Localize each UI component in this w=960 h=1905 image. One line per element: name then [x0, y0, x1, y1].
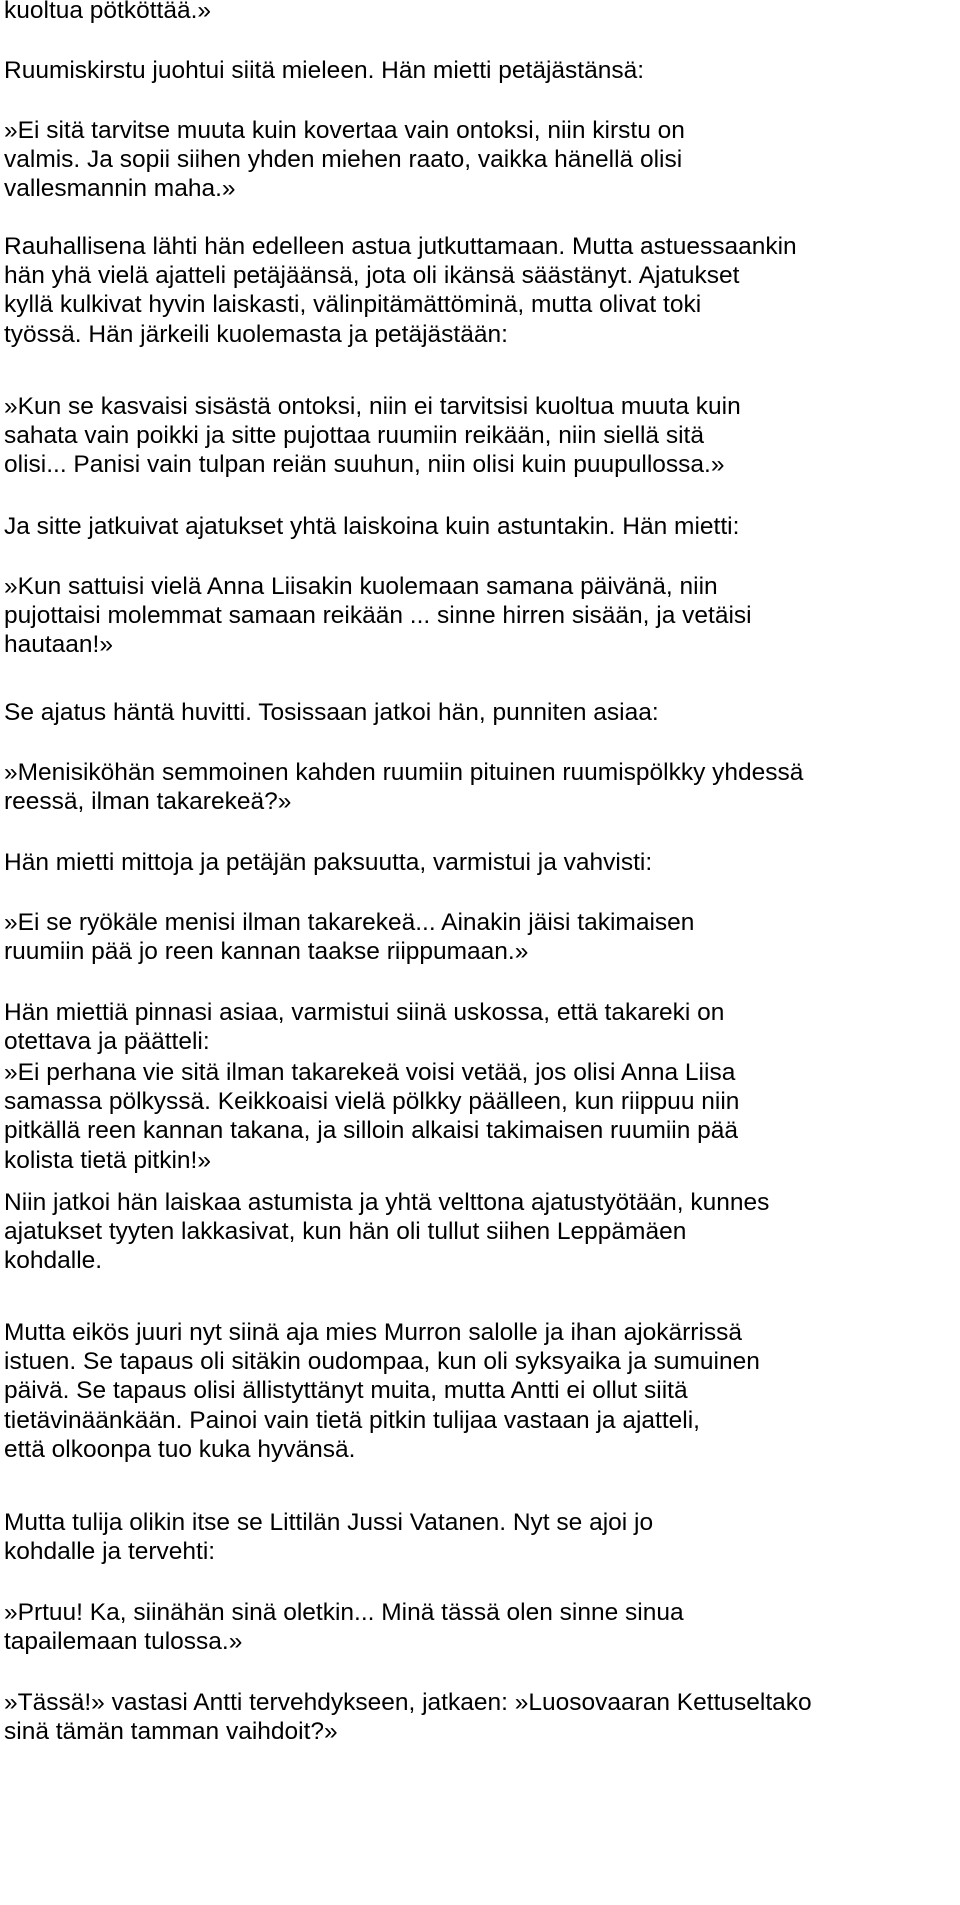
text-line: kohdalle. — [4, 1247, 103, 1275]
text-line: Mutta tulija olikin itse se Littilän Jussi Vatanen. Nyt se ajoi jo — [4, 1509, 654, 1536]
paragraph — [4, 1058, 956, 1175]
text-line: Ruumiskirstu juohtui siitä mieleen. Hän mietti petäjästänsä: — [4, 57, 645, 84]
text-line: »Kun se kasvaisi sisästä ontoksi, niin ei tarvitsisi kuoltua muuta kuin — [4, 393, 741, 420]
text-line: samassa pölkyssä. Keikkoaisi vielä pölkky päälleen, kun riippuu niin — [4, 1088, 740, 1116]
text-line: Hän miettiä pinnasi asiaa, varmistui siinä uskossa, että takareki on — [4, 999, 725, 1026]
text-line: tietävinäänkään. Painoi vain tietä pitkin tulijaa vastaan ja ajatteli, — [4, 1406, 700, 1434]
text-line: Mutta eikös juuri nyt siinä aja mies Murron salolle ja ihan ajokärrissä — [4, 1319, 743, 1346]
text-line: kuoltua pötköttää.» — [4, 0, 212, 24]
paragraph — [4, 698, 956, 727]
paragraph — [4, 998, 956, 1056]
text-line: »Ei se ryökäle menisi ilman takarekeä... Ainakin jäisi takimaisen — [4, 909, 695, 936]
text-line: kohdalle ja tervehti: — [4, 1538, 216, 1566]
paragraph — [4, 0, 956, 25]
paragraph — [4, 392, 956, 480]
text-line: kolista tietä pitkin!» — [4, 1146, 211, 1174]
text-line: »Menisiköhän semmoinen kahden ruumiin pituinen ruumispölkky yhdessä — [4, 759, 804, 786]
paragraph — [4, 1688, 956, 1746]
text-line: »Prtuu! Ka, siinähän sinä oletkin... Minä tässä olen sinne sinua — [4, 1599, 684, 1626]
text-line: sahata vain poikki ja sitte pujottaa ruumiin reikään, niin siellä sitä — [4, 422, 704, 450]
text-line: valmis. Ja sopii siihen yhden miehen raato, vaikka hänellä olisi — [4, 146, 683, 174]
paragraph — [4, 1508, 956, 1566]
text-line: Niin jatkoi hän laiskaa astumista ja yhtä velttona ajatustyötään, kunnes — [4, 1189, 770, 1216]
paragraph — [4, 116, 956, 204]
text-line: pitkällä reen kannan takana, ja silloin alkaisi takimaisen ruumiin pää — [4, 1117, 739, 1145]
paragraph — [4, 848, 956, 877]
paragraph — [4, 572, 956, 660]
text-line: »Ei sitä tarvitse muuta kuin kovertaa vain ontoksi, niin kirstu on — [4, 117, 685, 144]
text-line: olisi... Panisi vain tulpan reiän suuhun, niin olisi kuin puupullossa.» — [4, 451, 725, 479]
text-line: päivä. Se tapaus olisi ällistyttänyt muita, mutta Antti ei ollut siitä — [4, 1377, 688, 1405]
text-line: Rauhallisena lähti hän edelleen astua jutkuttamaan. Mutta astuessaankin — [4, 233, 797, 260]
paragraph — [4, 908, 956, 966]
text-line: ruumiin pää jo reen kannan taakse riippumaan.» — [4, 938, 529, 966]
text-line: vallesmannin maha.» — [4, 175, 236, 203]
text-line: otettava ja päätteli: — [4, 1028, 210, 1056]
paragraph — [4, 1598, 956, 1656]
paragraph — [4, 1318, 956, 1464]
text-line: sinä tämän tamman vaihdoit?» — [4, 1718, 338, 1746]
text-line: kyllä kulkivat hyvin laiskasti, välinpitämättöminä, mutta olivat toki — [4, 291, 702, 319]
paragraph — [4, 56, 956, 85]
paragraph — [4, 758, 956, 816]
paragraph — [4, 512, 956, 541]
text-line: että olkoonpa tuo kuka hyvänsä. — [4, 1435, 356, 1463]
text-line: hän yhä vielä ajatteli petäjäänsä, jota oli ikänsä säästänyt. Ajatukset — [4, 262, 740, 290]
text-line: reessä, ilman takarekeä?» — [4, 788, 292, 816]
text-line: Ja sitte jatkuivat ajatukset yhtä laiskoina kuin astuntakin. Hän mietti: — [4, 513, 740, 540]
text-line: pujottaisi molemmat samaan reikään ... sinne hirren sisään, ja vetäisi — [4, 602, 752, 630]
text-line: istuen. Se tapaus oli sitäkin oudompaa, kun oli syksyaika ja sumuinen — [4, 1348, 760, 1376]
paragraph — [4, 232, 956, 349]
text-line: ajatukset tyyten lakkasivat, kun hän oli tullut siihen Leppämäen — [4, 1218, 687, 1246]
text-line: »Kun sattuisi vielä Anna Liisakin kuolemaan samana päivänä, niin — [4, 573, 718, 600]
paragraph — [4, 1188, 956, 1276]
text-line: hautaan!» — [4, 631, 113, 659]
text-line: »Tässä!» vastasi Antti tervehdykseen, jatkaen: »Luosovaaran Kettuseltako — [4, 1689, 812, 1716]
text-line: tapailemaan tulossa.» — [4, 1628, 243, 1656]
text-line: Hän mietti mittoja ja petäjän paksuutta, varmistui ja vahvisti: — [4, 849, 653, 876]
text-line: työssä. Hän järkeili kuolemasta ja petäjästään: — [4, 320, 508, 348]
text-line: Se ajatus häntä huvitti. Tosissaan jatkoi hän, punniten asiaa: — [4, 699, 659, 726]
text-line: »Ei perhana vie sitä ilman takarekeä voisi vetää, jos olisi Anna Liisa — [4, 1059, 736, 1086]
